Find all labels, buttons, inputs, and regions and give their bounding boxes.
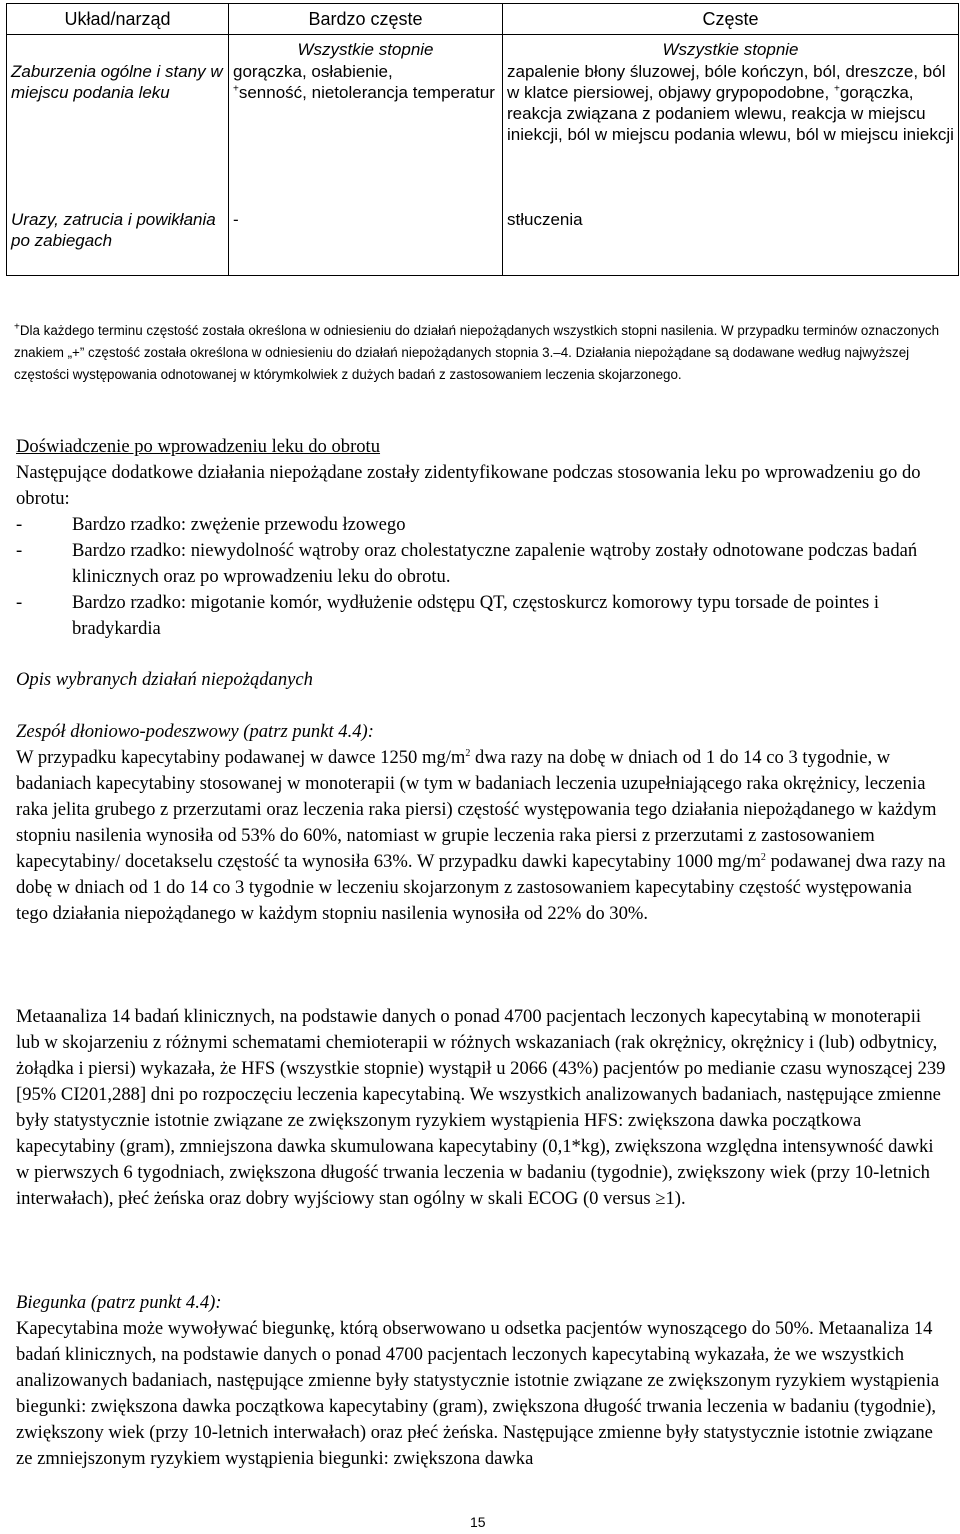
header-very-common: Bardzo częste xyxy=(229,4,503,35)
cell-very-common-general: gorączka, osłabienie, +senność, nietolerancja temperatur xyxy=(229,61,503,209)
diarrhea-heading: Biegunka (patrz punkt 4.4): xyxy=(16,1292,222,1313)
table-row xyxy=(7,209,959,276)
list-item: - Bardzo rzadko: niewydolność wątroby oraz cholestatyczne zapalenie wątroby zostały odnotowane podczas badań klinicznych oraz po wprowadzeniu leku do obrotu. xyxy=(16,538,946,590)
header-common: Częste xyxy=(503,4,959,35)
table-subheader-row xyxy=(7,35,959,62)
organ-general-disorders: Zaburzenia ogólne i stany w miejscu podania leku xyxy=(7,61,229,209)
cell-common-general: zapalenie błony śluzowej, bóle kończyn, ból, dreszcze, ból w klatce piersiowej, objawy grypopodobne, +gorączka, reakcja związana z podaniem wlewu, reakcja w miejscu iniekcji, ból w miejscu podania wlewu, ból w miejscu iniekcji xyxy=(503,61,959,209)
page-number: 15 xyxy=(470,1514,486,1530)
subheader-very-common-all-grades: Wszystkie stopnie xyxy=(229,35,503,62)
cell-common-injuries: stłuczenia xyxy=(503,209,959,276)
header-organ-system: Układ/narząd xyxy=(7,4,229,35)
organ-injuries: Urazy, zatrucia i powikłania po zabiegach xyxy=(7,209,229,276)
subheader-common-all-grades: Wszystkie stopnie xyxy=(503,35,959,62)
grade-3-4-marker: + xyxy=(233,83,239,95)
selected-reactions-heading: Opis wybranych działań niepożądanych xyxy=(16,669,313,690)
hfs-paragraph-2: Metaanaliza 14 badań klinicznych, na podstawie danych o ponad 4700 pacjentach leczonych kapecytabiną w monoterapii lub w skojarzeniu z różnymi schematami chemioterapii w różnych wskazaniach (rak okrężnicy, okrężnicy i (lub) odbytnicy, żołądka i piersi) wykazała, że HFS (wszystkie stopnie) wystąpił u 2066 (43%) pacjentów po medianie czasu wynoszącej 239 [95% CI201,288] dni po rozpoczęciu leczenia kapecytabiną. We wszystkich analizowanych badaniach, następujące zmienne były statystycznie istotnie związane ze zwiększonym ryzykiem wystąpienia HFS: zwiększona dawka początkowa kapecytabiny (gram), zmniejszona dawka skumulowana kapecytabiny (0,1*kg), zwiększona względna intensywność dawki w pierwszych 6 tygodniach, zwiększona długość trwania leczenia w badaniu (tygodnie), zwiększony wiek (przy 10-letnich interwałach), płeć żeńska oraz dobry wyjściowy stan ogólny w skali ECOG (0 versus ≥1). xyxy=(16,1006,946,1209)
postmarketing-intro: Następujące dodatkowe działania niepożądane zostały zidentyfikowane podczas stosowania leku po wprowadzeniu go do obrotu: xyxy=(16,462,921,509)
postmarketing-heading: Doświadczenie po wprowadzeniu leku do obrotu xyxy=(16,436,381,457)
table-header-row xyxy=(7,4,959,35)
hfs-section xyxy=(16,719,946,927)
table-row xyxy=(7,61,959,209)
grade-3-4-marker: + xyxy=(833,83,840,95)
adverse-events-table xyxy=(6,3,959,276)
list-item: - Bardzo rzadko: migotanie komór, wydłużenie odstępu QT, częstoskurcz komorowy typu torsade de pointes i bradykardia xyxy=(16,590,946,642)
diarrhea-paragraph: Kapecytabina może wywoływać biegunkę, którą obserwowano u odsetka pacjentów wynoszącego do 50%. Metaanaliza 14 badań klinicznych, na podstawie danych o ponad 4700 pacjentach leczonych kapecytabiną wykazała, że we wszystkich analizowanych badaniach, następujące zmienne były statystycznie istotnie związane ze zwiększonym ryzykiem wystąpienia biegunki: zwiększona dawka początkowa kapecytabiny (gram), zwiększona długość trwania leczenia w badaniu (tygodnie), zwiększony wiek (przy 10-letnich interwałach) oraz płeć żeńska. Następujące zmienne były statystycznie istotnie związane ze zmniejszonym ryzykiem wystąpienia biegunki: zwiększona dawka xyxy=(16,1318,940,1469)
postmarketing-list xyxy=(16,512,946,642)
hfs-heading: Zespół dłoniowo-podeszwowy (patrz punkt 4.4): xyxy=(16,721,374,742)
table-footnote: +Dla każdego terminu częstość została określona w odniesieniu do działań niepożądanych wszystkich stopni nasilenia. W przypadku terminów oznaczonych znakiem „+” częstość została określona w odniesieniu do działań niepożądanych stopnia 3.–4. Działania niepożądane są dodawane według najwyższej częstości występowania odnotowanej w którymkolwiek z dużych badań z zastosowaniem leczenia skojarzonego. xyxy=(14,321,940,382)
list-item: - Bardzo rzadko: zwężenie przewodu łzowego xyxy=(16,512,946,538)
diarrhea-section xyxy=(16,1290,946,1472)
hfs-paragraph-1: W przypadku kapecytabiny podawanej w dawce 1250 $mg/m^2$ dwa razy na dobę w dniach od 1 do 14 co 3 tygodnie, w badaniach kapecytabiny stosowanej w monoterapii (w tym w badaniach leczenia uzupełniającego raka okrężnicy, leczenia raka jelita grubego z przerzutami oraz leczenia raka piersi) częstość występowania tego działania niepożądanego w każdym stopniu nasilenia wynosiła od 53% do 60%, natomiast w grupie leczenia raka piersi z przerzutami z zastosowaniem kapecytabiny/ docetakselu częstość ta wynosiła 63%. W przypadku dawki kapecytabiny 1000 $mg/m^2$ podawanej dwa razy na dobę w dniach od 1 do 14 co 3 tygodnie w leczeniu skojarzonym z zastosowaniem kapecytabiny częstość występowania tego działania niepożądanego w każdym stopniu nasilenia wynosiła od 22% do 30%. xyxy=(16,747,946,924)
cell-very-common-injuries: - xyxy=(229,209,503,276)
postmarketing-section xyxy=(16,434,946,642)
